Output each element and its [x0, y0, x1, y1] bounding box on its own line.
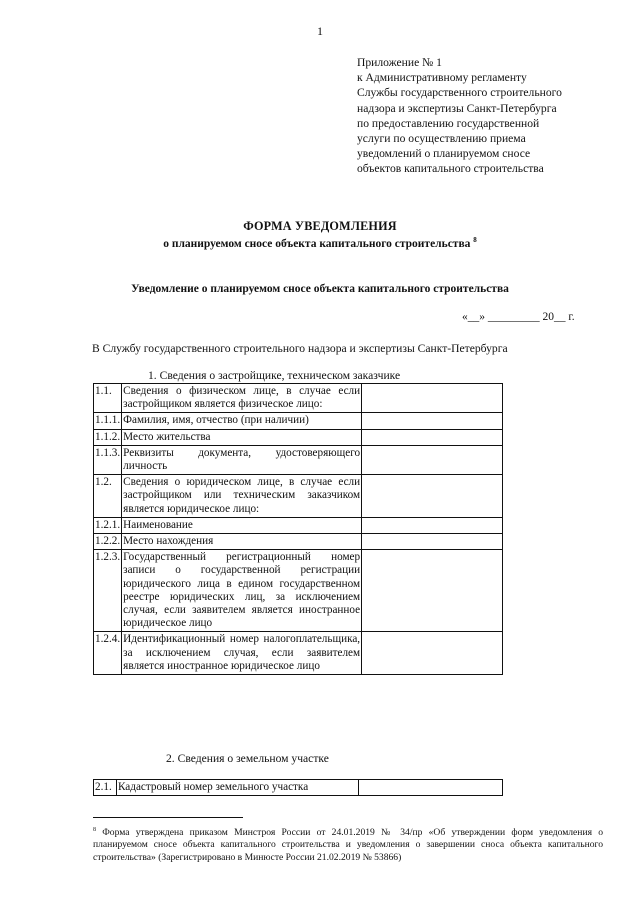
row-label: Реквизиты документа, удостоверяющего личность [122, 445, 362, 474]
row-value-field[interactable] [362, 429, 503, 445]
footnote-text: Форма утверждена приказом Минстроя России от 24.01.2019 № 34/пр «Об утверждении форм уведомления о планируемом сносе объекта капитального строительства и уведомления о завершении сноса объекта капитального строительства» (Зарегистрировано в Минюсте России 21.02.2019 № 53866) [93, 827, 603, 863]
row-label: Сведения о юридическом лице, в случае если застройщиком или техническим заказчиком является юридическое лицо: [122, 475, 362, 518]
developer-info-table [93, 383, 503, 675]
row-value-field[interactable] [359, 780, 503, 796]
date-line: «__» _________ 20__ г. [462, 311, 575, 323]
appendix-line: объектов капитального строительства [357, 162, 544, 176]
page-number: 1 [317, 24, 323, 38]
section-1-heading: 1. Сведения о застройщике, техническом заказчике [148, 369, 401, 382]
table-row [94, 445, 503, 474]
row-number: 2.1. [94, 780, 117, 796]
form-title: ФОРМА УВЕДОМЛЕНИЯ [243, 219, 397, 233]
row-number: 1.2.2. [94, 534, 122, 550]
section-2-heading: 2. Сведения о земельном участке [166, 752, 329, 765]
row-label: Сведения о физическом лице, в случае если застройщиком является физическое лицо: [122, 384, 362, 413]
table-row [94, 429, 503, 445]
appendix-line: Службы государственного строительного [357, 86, 562, 100]
table-row [94, 384, 503, 413]
row-number: 1.1.1. [94, 413, 122, 429]
land-plot-table [93, 779, 503, 796]
footnote-reference[interactable]: 8 [473, 236, 477, 244]
table-row [94, 413, 503, 429]
row-number: 1.1. [94, 384, 122, 413]
row-value-field[interactable] [362, 475, 503, 518]
form-subtitle-text: о планируемом сносе объекта капитального строительства [163, 237, 471, 250]
row-value-field[interactable] [362, 445, 503, 474]
form-subtitle [0, 236, 640, 250]
appendix-line: Приложение № 1 [357, 56, 442, 69]
row-label: Фамилия, имя, отчество (при наличии) [122, 413, 362, 429]
table-row [94, 632, 503, 675]
row-number: 1.2.4. [94, 632, 122, 675]
row-value-field[interactable] [362, 534, 503, 550]
footnote-mark: 8 [93, 827, 96, 833]
row-value-field[interactable] [362, 517, 503, 533]
table-row [94, 475, 503, 518]
appendix-line: уведомлений о планируемом сносе [357, 147, 531, 161]
table-row [94, 780, 503, 796]
footnote-divider [93, 817, 243, 818]
row-label: Идентификационный номер налогоплательщика, за исключением случая, если заявителем является иностранное юридическое лицо [122, 632, 362, 675]
notice-heading: Уведомление о планируемом сносе объекта капитального строительства [131, 283, 509, 295]
row-value-field[interactable] [362, 550, 503, 632]
row-label: Государственный регистрационный номер записи о государственной регистрации юридического лица в едином государственном реестре юридических лиц, за исключением случая, если заявителем является иностранное юридическое лицо [122, 550, 362, 632]
row-value-field[interactable] [362, 632, 503, 675]
row-label: Наименование [122, 517, 362, 533]
table-row [94, 517, 503, 533]
row-label: Место жительства [122, 429, 362, 445]
row-value-field[interactable] [362, 413, 503, 429]
appendix-line: услуги по осуществлению приема [357, 132, 526, 146]
row-number: 1.2.1. [94, 517, 122, 533]
appendix-line: по предоставлению государственной [357, 116, 540, 130]
row-number: 1.2. [94, 475, 122, 518]
row-number: 1.1.3. [94, 445, 122, 474]
table-row [94, 550, 503, 632]
addressee: В Службу государственного строительного надзора и экспертизы Санкт-Петербурга [92, 342, 508, 355]
appendix-line: к Административному регламенту [357, 71, 527, 85]
table-row [94, 534, 503, 550]
appendix-line: надзора и экспертизы Санкт-Петербурга [357, 101, 557, 115]
row-label: Место нахождения [122, 534, 362, 550]
row-value-field[interactable] [362, 384, 503, 413]
row-number: 1.2.3. [94, 550, 122, 632]
appendix-block [357, 55, 607, 177]
row-number: 1.1.2. [94, 429, 122, 445]
footnote [93, 824, 603, 864]
row-label: Кадастровый номер земельного участка [116, 780, 358, 796]
